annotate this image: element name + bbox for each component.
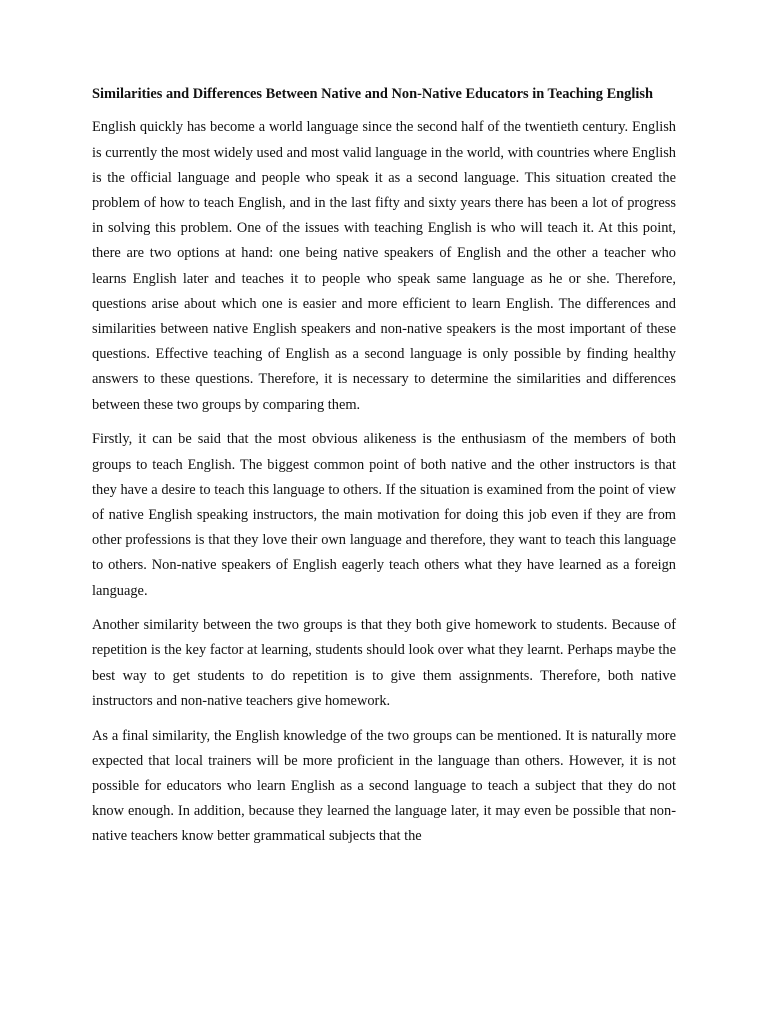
- paragraph-homework-similarity: Another similarity between the two groups is that they both give homework to students. Because of repetition is the key factor at learning, students should look over what they learnt. Perhaps maybe the best way to get students to do repetition is to give them assignments. Therefore, both native instructors and non-native teachers give homework.: [92, 617, 676, 709]
- paragraph-enthusiasm-similarity: Firstly, it can be said that the most obvious alikeness is the enthusiasm of the members of both groups to teach English. The biggest common point of both native and the other instructors is that they have a desire to teach this language to others. If the situation is examined from the point of view of native English speaking instructors, the main motivation for doing this job even if they are from other professions is that they love their own language and therefore, they want to teach this language to others. Non-native speakers of English eagerly teach others what they have learned as a foreign language.: [92, 431, 676, 599]
- paragraph-knowledge-similarity: As a final similarity, the English knowledge of the two groups can be mentioned. It is naturally more expected that local trainers will be more proficient in the language than others. However, it is not possible for educators who learn English as a second language to teach a subject that they do not know enough. In addition, because they learned the language later, it may even be possible that non-native teachers know better grammatical subjects that the: [92, 727, 676, 845]
- document-body: [92, 82, 676, 859]
- document-title: Similarities and Differences Between Native and Non-Native Educators in Teaching English: [92, 86, 653, 102]
- paragraph-introduction: English quickly has become a world language since the second half of the twentieth century. English is currently the most widely used and most valid language in the world, with countries where English is the official language and people who speak it as a second language. This situation created the problem of how to teach English, and in the last fifty and sixty years there has been a lot of progress in solving this problem. One of the issues with teaching English is who will teach it. At this point, there are two options at hand: one being native speakers of English and the other a teacher who learns English later and teaches it to people who speak same language as he or she. Therefore, questions arise about which one is easier and more efficient to learn English. The differences and similarities between native English speakers and non-native speakers is the most important of these questions. Effective teaching of English as a second language is only possible by finding healthy answers to these questions. Therefore, it is necessary to determine the similarities and differences between these two groups by comparing them.: [92, 119, 676, 413]
